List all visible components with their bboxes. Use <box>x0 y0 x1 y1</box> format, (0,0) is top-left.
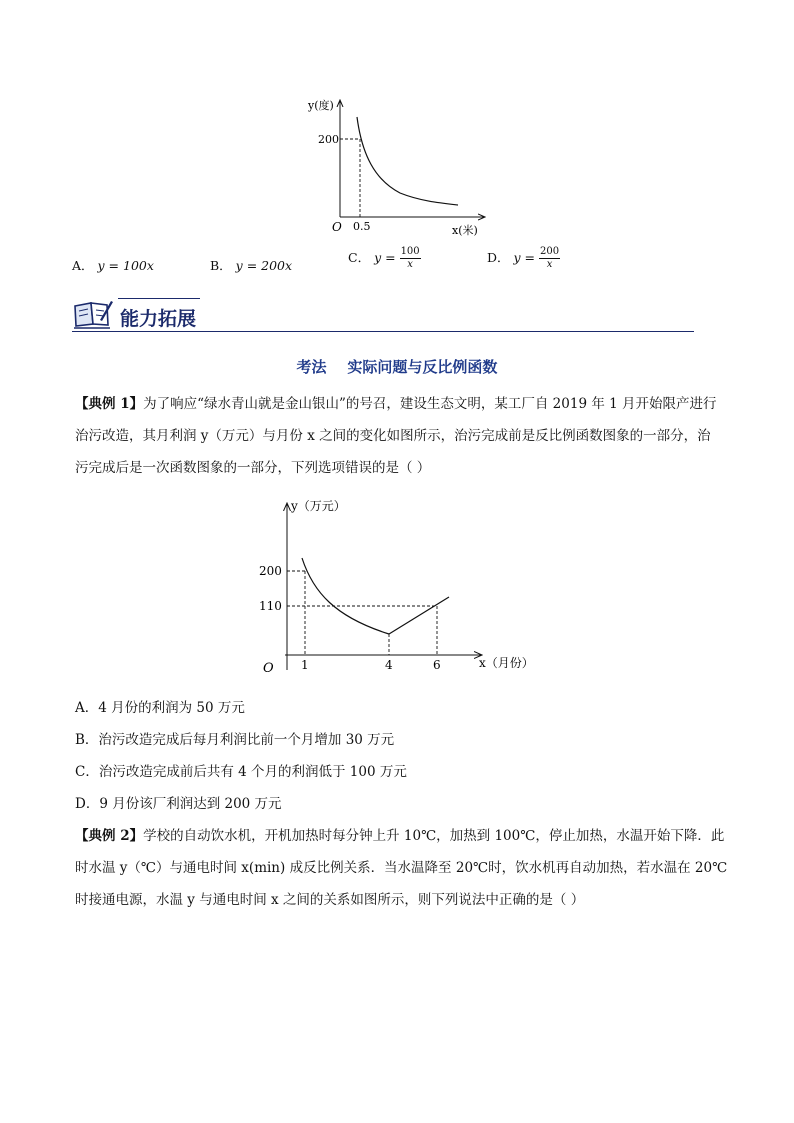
option-d-lhs: y = <box>513 250 536 265</box>
option-a-expr: y = 100x <box>97 258 154 273</box>
option-d-num: 200 <box>540 246 560 257</box>
top-chart-y-tick: 200 <box>318 133 339 146</box>
option-d-prefix: D． <box>487 250 510 265</box>
example2-line2: 时水温 y（℃）与通电时间 x(min) 成反比例关系．当水温降至 20℃时，饮水机再自动加热，若水温在 20℃ <box>75 860 728 876</box>
option-c-den: x <box>407 259 413 270</box>
option-c-lhs: y = <box>374 250 396 265</box>
example1-line3: 污完成后是一次函数图象的一部分，下列选项错误的是（ ） <box>75 460 431 476</box>
option-d-den: x <box>546 259 553 270</box>
option-c-prefix: C． <box>348 250 371 265</box>
option-b-expr: y = 200x <box>235 258 293 273</box>
example1-x-tick-6: 6 <box>433 658 441 672</box>
option-d-fraction <box>539 246 560 271</box>
example1-tag: 【典例 1】 <box>75 396 144 412</box>
example1-text1: 为了响应“绿水青山就是金山银山”的号召，建设生态文明，某工厂自 2019 年 1 月开始限产进行 <box>143 396 717 412</box>
section-divider <box>72 331 694 332</box>
top-chart-origin: O <box>332 220 342 234</box>
example1-x-tick-1: 1 <box>301 658 309 672</box>
option-a[interactable] <box>72 256 154 274</box>
top-chart-curve <box>357 117 458 205</box>
example1-chart <box>255 492 545 684</box>
top-chart-y-label: y(度) <box>308 99 334 112</box>
example2-text1: 学校的自动饮水机，开机加热时每分钟上升 10℃，加热到 100℃，停止加热，水温开始下降．此 <box>143 828 725 844</box>
option-c[interactable] <box>348 246 421 271</box>
example2-line3: 时接通电源，水温 y 与通电时间 x 之间的关系如图所示，则下列说法中正确的是（ ） <box>75 892 585 908</box>
example1-line1 <box>75 392 717 412</box>
section-title-overline <box>118 298 200 299</box>
kaofa-title: 考法 实际问题与反比例函数 <box>296 358 498 376</box>
example1-option-a[interactable]: A．4 月份的利润为 50 万元 <box>75 700 245 716</box>
option-d[interactable] <box>487 246 560 271</box>
example1-linear-line <box>389 597 449 634</box>
top-chart <box>300 95 500 243</box>
example1-x-label: x（月份） <box>479 656 534 670</box>
example2-line1 <box>75 824 724 844</box>
option-b[interactable] <box>210 256 292 274</box>
example1-y-label: y（万元） <box>291 499 346 513</box>
example1-y-tick-110: 110 <box>259 599 282 613</box>
option-c-num: 100 <box>400 246 420 257</box>
option-a-prefix: A． <box>72 258 94 273</box>
option-b-prefix: B． <box>210 258 232 273</box>
example1-x-tick-4: 4 <box>385 658 393 672</box>
example1-option-c[interactable]: C．治污改造完成前后共有 4 个月的利润低于 100 万元 <box>75 764 407 780</box>
example2-tag: 【典例 2】 <box>75 828 144 844</box>
example1-inverse-curve <box>302 558 389 634</box>
example1-line2: 治污改造，其月利润 y（万元）与月份 x 之间的变化如图所示，治污完成前是反比例函数图象的一部分，治 <box>75 428 711 444</box>
example1-option-b[interactable]: B．治污改造完成后每月利润比前一个月增加 30 万元 <box>75 732 395 748</box>
book-pen-icon <box>72 298 114 330</box>
example1-option-d[interactable]: D．9 月份该厂利润达到 200 万元 <box>75 796 282 812</box>
example1-y-tick-200: 200 <box>259 564 282 578</box>
top-chart-x-tick: 0.5 <box>353 220 371 233</box>
top-chart-x-label: x(米) <box>452 224 478 237</box>
example1-origin: O <box>263 661 274 676</box>
option-c-fraction <box>400 246 421 271</box>
section-title: 能力拓展 <box>120 308 197 330</box>
